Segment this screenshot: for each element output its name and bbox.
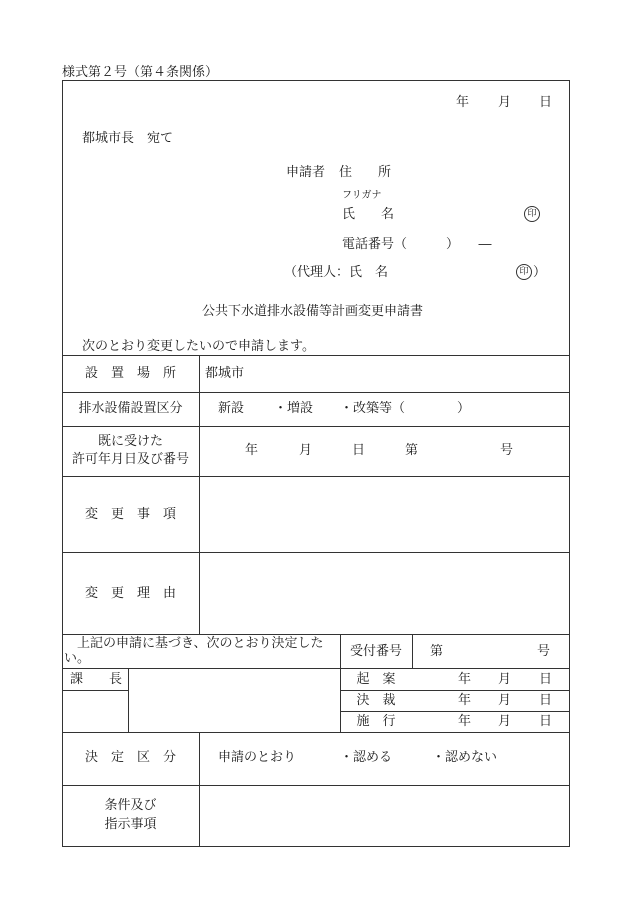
permit-month: 月 — [299, 443, 313, 458]
address-label: 住 所 — [339, 165, 392, 180]
divider — [62, 426, 570, 427]
location-label: 設 置 場 所 — [84, 366, 176, 381]
approval-draft-year: 年 — [458, 672, 472, 687]
receipt-dai: 第 — [430, 644, 444, 659]
conditions-label-line2: 指示事項 — [104, 817, 157, 832]
approval-draft-day: 日 — [539, 672, 553, 687]
frame-bottom — [62, 846, 570, 847]
divider — [62, 668, 570, 669]
divider — [340, 711, 570, 712]
divider — [62, 476, 570, 477]
date-month: 月 — [498, 95, 512, 110]
section-chief-label: 課 長 — [70, 672, 123, 687]
location-value: 都城市 — [205, 366, 245, 381]
name-label: 氏 名 — [342, 207, 395, 222]
category-label: 排水設備設置区分 — [78, 401, 183, 416]
decision-option-as-applied: 申請のとおり — [218, 750, 297, 765]
divider — [199, 355, 200, 634]
decision-label: 決 定 区 分 — [84, 750, 176, 765]
permit-no: 第 — [405, 443, 419, 458]
category-option-new: 新設 — [218, 401, 245, 416]
approval-enforce-year: 年 — [458, 714, 472, 729]
furigana-label: フリガナ — [342, 190, 382, 201]
divider — [412, 634, 413, 668]
category-close: ） — [457, 401, 471, 416]
addressee: 都城市長 宛て — [82, 131, 174, 146]
decision-note: 上記の申請に基づき、次のとおり決定したい。 — [64, 636, 324, 666]
divider — [62, 634, 570, 635]
divider — [128, 668, 129, 732]
change-items-label: 変 更 事 項 — [84, 507, 176, 522]
approval-decide-label: 決 裁 — [356, 693, 396, 708]
agent-seal-icon: 印 — [516, 264, 532, 280]
divider — [62, 785, 570, 786]
frame-top — [62, 80, 570, 81]
date-year: 年 — [456, 95, 470, 110]
agent-close: ） — [533, 265, 547, 280]
divider — [62, 552, 570, 553]
conditions-label-line1: 条件及び — [104, 798, 157, 813]
approval-enforce-label: 施 行 — [356, 714, 396, 729]
permit-label-line2: 許可年月日及び番号 — [71, 452, 189, 467]
divider — [62, 392, 570, 393]
divider — [62, 690, 128, 691]
phone-label: 電話番号（ ） ― — [342, 237, 492, 252]
approval-draft-month: 月 — [498, 672, 512, 687]
approval-enforce-day: 日 — [539, 714, 553, 729]
approval-decide-year: 年 — [458, 693, 472, 708]
intro-text: 次のとおり変更したいので申請します。 — [82, 339, 315, 354]
agent-label: （代理人：氏 名 — [284, 265, 389, 280]
approval-draft-label: 起 案 — [356, 672, 396, 687]
decision-option-reject: ・認めない — [432, 750, 498, 765]
applicant-label: 申請者 — [286, 165, 326, 180]
category-option-add: ・増設 — [274, 401, 314, 416]
approval-enforce-month: 月 — [498, 714, 512, 729]
divider — [62, 732, 570, 733]
decision-option-approve: ・認める — [340, 750, 393, 765]
form-label: 様式第２号（第４条関係） — [62, 65, 219, 80]
receipt-label: 受付番号 — [349, 644, 402, 659]
category-option-renovate: ・改築等（ — [340, 401, 406, 416]
approval-decide-month: 月 — [498, 693, 512, 708]
permit-year: 年 — [245, 443, 259, 458]
seal-icon: 印 — [524, 206, 540, 222]
permit-label-line1: 既に受けた — [97, 434, 163, 449]
date-day: 日 — [539, 95, 553, 110]
permit-day: 日 — [352, 443, 366, 458]
receipt-go: 号 — [537, 644, 551, 659]
approval-decide-day: 日 — [539, 693, 553, 708]
permit-go: 号 — [500, 443, 514, 458]
divider — [199, 732, 200, 846]
change-reason-label: 変 更 理 由 — [84, 586, 176, 601]
divider — [62, 355, 570, 356]
document-title: 公共下水道排水設備等計画変更申請書 — [202, 304, 424, 319]
divider — [340, 690, 570, 691]
